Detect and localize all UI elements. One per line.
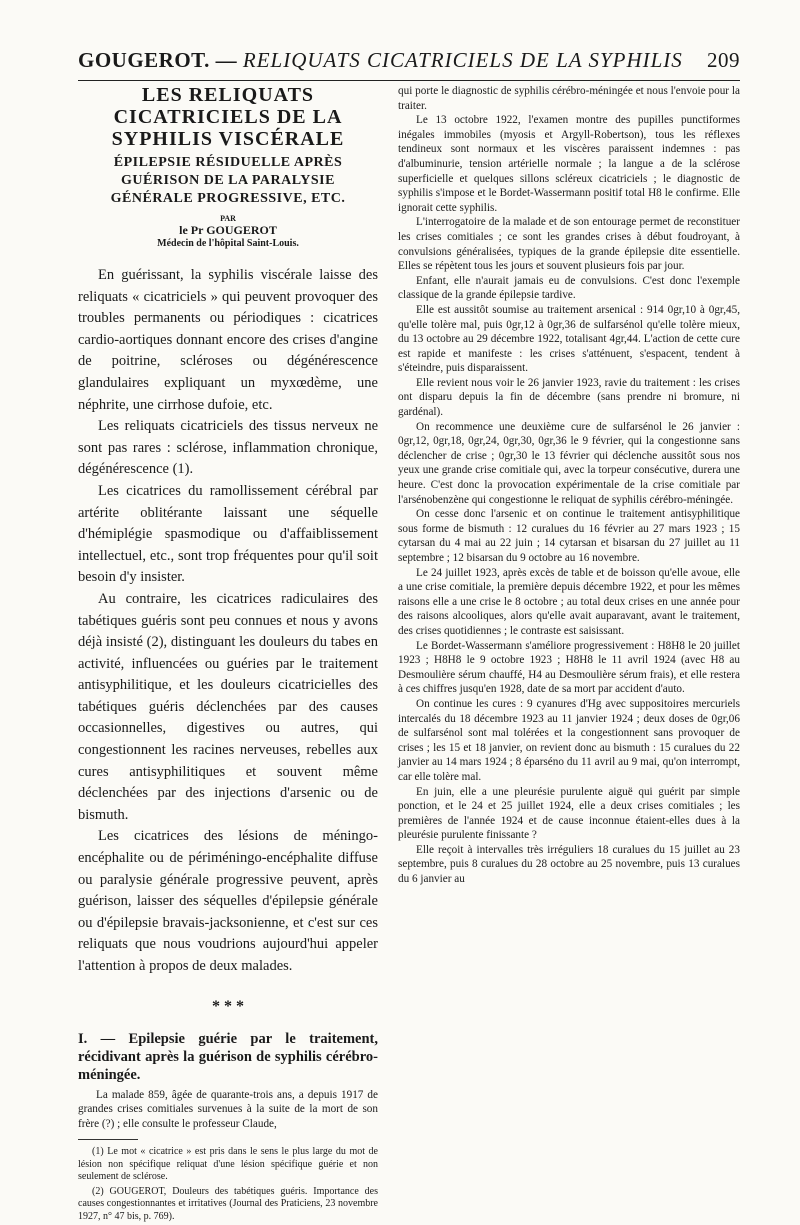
intro-paragraph: Les cicatrices des lésions de méningo-encéphalite ou de périméningo-encéphalite diffuse ou paralysie générale progressive peuvent, après guérison, laisser des séquelles d'épilepsie générale ou d'épilepsie bravais-jacksonienne, et c'est sur ces reliquats que nous voudrions aujourd'hui appeler l'attention à propos de deux malades. bbox=[78, 828, 378, 974]
body-paragraph: Elle reçoit à intervalles très irréguliers 18 curalues du 15 juillet au 23 septembre, puis 8 curalues du 28 octobre au 25 novembre, puis 13 curalues du 6 janvier au bbox=[398, 843, 740, 886]
body-paragraph: En juin, elle a une pleurésie purulente aiguë qui guérit par simple ponction, et le 24 et 25 juillet 1924, elle a deux crises comitiales ; les premières de l'année 1924 et de cause inconnue étaient-elles dues à la pleurésie purulente finissante ? bbox=[398, 785, 740, 842]
article-title: LES RELIQUATS CICATRICIELS DE LA SYPHILIS VISCÉRALE bbox=[111, 84, 345, 150]
body-paragraph: qui porte le diagnostic de syphilis cérébro-méningée et nous l'envoie pour la traiter. bbox=[398, 85, 740, 112]
left-column bbox=[78, 84, 378, 1225]
byline-par: PAR bbox=[220, 214, 236, 223]
body-paragraph: On recommence une deuxième cure de sulfarsénol le 26 janvier : 0gr,12, 0gr,18, 0gr,24, 0gr,30, 0gr,36 le 9 février, qui la congestionne sans déclencher de crise ; 0gr,30 le 13 février qui déclenche aussitôt sous nos yeux une grande crise comitiale qui, avec la torpeur consécutive, durera une heure. C'est donc la provocation expérimentale de la crise comitiale par l'arsénobenzène qui congestionne le reliquat de syphilis cérébro-méningée. bbox=[398, 420, 740, 506]
section-title: I. — Epilepsie guérie par le traitement, récidivant après la guérison de syphilis cérébro-méningée. bbox=[78, 1030, 378, 1083]
body-paragraph: Le 24 juillet 1923, après excès de table et de boisson qu'elle avoue, elle a une crise comitiale, la première depuis décembre 1922, et pour les mêmes raisons elle a une crise le 8 octobre ; au total deux crises en une année pour des raisons alcooliques, alors qu'elle avait auparavant, avant le traitement, des crises quotidiennes ; le contraste est saisissant. bbox=[398, 566, 740, 637]
body-paragraph: On continue les cures : 9 cyanures d'Hg avec suppositoires mercuriels intercalés du 18 décembre 1923 au 11 janvier 1924 ; deux doses de 0gr,06 de sulfarsénol sont mal tolérées et la congestionnent sans provoquer de crises ; les 15 et 18 janvier, on revient donc au bismuth : 15 curalues du 22 janvier au 14 mars 1924 ; 8 éparséno du 11 avril au 9 mai, qu'on interrompt, car elle tolère mal. bbox=[398, 697, 740, 783]
intro-paragraph: En guérissant, la syphilis viscérale laisse des reliquats « cicatriciels » qui peuvent provoquer des troubles permanents ou périodiques : cicatrices cardio-aortiques donnant encore des crises d'angine de poitrine, scléroses ou dégénérescence glandulaires expliquant un myxœdème, une néphrite, une cirrhose dufoie, etc. bbox=[78, 267, 378, 413]
right-column bbox=[398, 84, 740, 887]
intro-paragraph: Au contraire, les cicatrices radiculaires des tabétiques guéris sont peu connues et nous y avons déjà insisté (2), distinguant les douleurs du tabes en activité, influencées ou guéries par le traitement antisyphilitique, et les douleurs cicatricielles des tabétiques guéris déclenchées par des causes occasionnelles, digestives ou autres, qui congestionnent les racines nerveuses, rebelles aux cures antisyphilitiques et souvent même déclenchées par des injections d'arsenic ou de bismuth. bbox=[78, 590, 378, 823]
body-paragraph: Elle revient nous voir le 26 janvier 1923, ravie du traitement : les crises ont disparu depuis la fin de décembre (sans prendre ni bromure, ni gardénal). bbox=[398, 376, 740, 419]
body-paragraph: On cesse donc l'arsenic et on continue le traitement antisyphilitique sous forme de bismuth : 12 curalues du 16 février au 27 mars 1923 ; 15 cytarsan du 4 mai au 22 juin ; 14 cytarsan et bisarsan du 27 juillet au 11 septembre ; 12 bisarsan du 9 octobre au 16 novembre. bbox=[398, 508, 740, 564]
body-paragraph: La malade 859, âgée de quarante-trois ans, a depuis 1917 de grandes crises comitiales survenues à la suite de la mort de son frère (?) ; elle consulte le professeur Claude, bbox=[78, 1088, 378, 1130]
header-running-title: RELIQUATS CICATRICIELS DE LA SYPHILIS bbox=[242, 48, 683, 72]
footnote: (1) Le mot « cicatrice » est pris dans le sens le plus large du mot de lésion non spécifique reliquat d'une lésion spécifique guérie et non seulement de sclérose. bbox=[78, 1146, 378, 1183]
body-paragraph: Elle est aussitôt soumise au traitement arsenical : 914 0gr,10 à 0gr,45, qu'elle tolère mal, puis 0gr,12 à 0gr,36 de sulfarsénol qu'elle tolère mieux, du 13 octobre au 29 décembre 1922, totalisant 4gr,44. L'action de cette cure est rapide et manifeste : les crises s'atténuent, s'espacent, tendent à s'éteindre, puis disparaissent. bbox=[398, 303, 740, 375]
footnote-rule bbox=[78, 1139, 138, 1140]
author-name: le Pr GOUGEROT bbox=[179, 223, 277, 237]
body-paragraph: Enfant, elle n'aurait jamais eu de convulsions. C'est donc l'exemple classique de la grande épilepsie tardive. bbox=[398, 274, 740, 302]
intro-paragraph: Les reliquats cicatriciels des tissus nerveux ne sont pas rares : sclérose, inflammation chronique, dégénérescence (1). bbox=[78, 418, 378, 478]
body-paragraph: Le 13 octobre 1922, l'examen montre des pupilles punctiformes inégales immobiles (myosis et Argyll-Robertson), tous les réflexes tendineux sont normaux et les viscères paraissent indemnes : pas d'albuminurie, tension artérielle normale ; la langue a de la sclérose superficielle et quelques sillons scléreux cicatriciels ; le diagnostic de syphilis s'impose et le Bordet-Wassermann positif total H8 le confirme. Elle ignorait cette syphilis. bbox=[398, 114, 740, 214]
body-paragraph: Le Bordet-Wassermann s'améliore progressivement : H8H8 le 20 juillet 1923 ; H8H8 le 9 octobre 1923 ; H8H8 le 11 avril 1924 (avec H8 au Desmoulière sérum chauffé, H4 au Desmoulière sérum frais), et elle restera à ces chiffres jusqu'en 1928, date de sa mort par accident d'auto. bbox=[398, 639, 740, 696]
section-separator: * * * bbox=[212, 997, 244, 1015]
footnote: (2) GOUGEROT, Douleurs des tabétiques guéris. Importance des causes congestionnantes et irritatives (Journal des Praticiens, 23 novembre 1927, n° 47 bis, p. 769). bbox=[78, 1185, 378, 1222]
intro-paragraph: Les cicatrices du ramollissement cérébral par artérite oblitérante laissant une séquelle d'hémiplégie spasmodique ou d'affaiblissement intellectuel, etc., sont trop fréquentes pour qu'il soit besoin d'y insister. bbox=[78, 482, 378, 586]
page-number: 209 bbox=[707, 48, 740, 72]
author-affiliation: Médecin de l'hôpital Saint-Louis. bbox=[157, 238, 299, 249]
body-paragraph: L'interrogatoire de la malade et de son entourage permet de reconstituer les crises comitiales ; ce sont les grandes crises à début foudroyant, à convulsions généralisées, typiques de la grande épilepsie dite essentielle. Elles se répètent tous les jours et souvent plusieurs fois par jour. bbox=[398, 216, 740, 273]
article-subtitle: ÉPILEPSIE RÉSIDUELLE APRÈS GUÉRISON DE LA PARALYSIE GÉNÉRALE PROGRESSIVE, ETC. bbox=[110, 155, 346, 206]
running-header bbox=[78, 48, 740, 81]
header-author: GOUGEROT. — bbox=[78, 48, 243, 72]
